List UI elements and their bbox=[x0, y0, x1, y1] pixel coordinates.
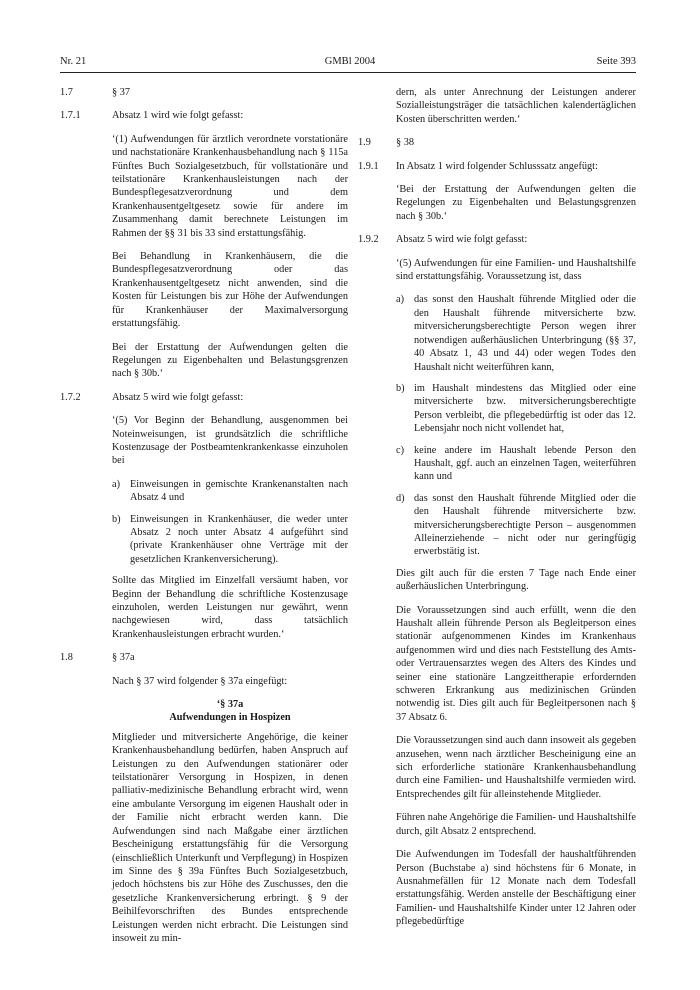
paragraph: ‘(1) Aufwendungen für ärztlich verordnete vorstationäre und nachstationäre Krankenhausbehandlung nach § 115a Fünftes Buch Sozialgesetzbuch, für vollstationäre und teilstationäre Krankenhausleistungen nach der Bundespflegesatzverordnung und dem Krankenhausentgeltgesetz sowie für andere im Zusammenhang damit berechnete Leistungen im Rahmen der §§ 31 bis 33 sind erstattungsfähig. bbox=[112, 133, 348, 239]
section-title: § 37a bbox=[112, 652, 135, 664]
paragraph: Die Voraussetzungen sind auch erfüllt, wenn die den Haushalt allein führende Person als Begleitperson eines stationär aufgenommenen Kindes im Krankenhaus aufgenommen wird und dies nach Feststellung des Amts- oder Vertrauensarztes wegen des Alters des Kindes und seiner eine stationäre Langzeittherapie erfordernden schweren Erkrankung aus medizinischen Gründen notwendig ist. Dies gilt auch für Begleitpersonen nach § 37 Absatz 6. bbox=[396, 604, 636, 723]
list-label: d) bbox=[396, 492, 405, 504]
paragraph: Bei der Erstattung der Aufwendungen gelten die Regelungen zu Eigenbehalten und Belastungsgrenzen nach § 30b.‘ bbox=[112, 341, 348, 380]
section-number: 1.9.1 bbox=[358, 160, 379, 172]
section-1-8 bbox=[60, 651, 348, 664]
list-label: a) bbox=[112, 478, 120, 490]
paragraph: Die Voraussetzungen sind auch dann insoweit als gegeben anzusehen, wenn nach ärztlicher Bescheinigung eine an sich erforderliche stationäre Krankenhausbehandlung durch eine Familien- und Haushaltshilfe vermieden wird. Entsprechendes gilt für alleinstehende Mitglieder. bbox=[396, 735, 636, 800]
section-1-7-1 bbox=[60, 109, 348, 122]
section-number: 1.7 bbox=[60, 87, 73, 98]
header-rule bbox=[60, 72, 636, 73]
heading-title: Aufwendungen in Hospizen bbox=[169, 712, 291, 724]
header-issue-number: Nr. 21 bbox=[60, 56, 87, 67]
paragraph: ‘(5) Vor Beginn der Behandlung, ausgenommen bei Noteinweisungen, ist grundsätzlich die schriftliche Kostenzusage der Postbeamtenkrankenkasse einzuholen bei bbox=[112, 415, 348, 467]
list-text: das sonst den Haushalt führende Mitglied oder die den Haushalt führende mitversicherte bzw. mitversicherungsberechtigte Person – ausgenommen Alleinerziehende – nicht oder nur geringfügig erwerbstätig ist. bbox=[414, 492, 636, 558]
section-number: 1.9 bbox=[358, 137, 371, 149]
list-label: b) bbox=[396, 382, 405, 394]
list-text: das sonst den Haushalt führende Mitglied oder die den Haushalt führende mitversicherte bzw. mitversicherungsberechtigte Person wegen ihrer notwendigen außerhäuslichen Unterbringung (§§ 37, 40 Absatz 1, 43 und 44) oder wegen Todes den Haushalt nicht weiterführen kann, bbox=[414, 294, 636, 373]
paragraph: Bei Behandlung in Krankenhäusern, die die Bundespflegesatzverordnung oder das Krankenhausentgeltgesetz nicht anwenden, sind die Kosten für Leistungen bis zur Höhe der Aufwendungen für Krankenhäuser der Maximalversorgung erstattungsfähig. bbox=[112, 251, 348, 330]
section-title: Absatz 1 wird wie folgt gefasst: bbox=[112, 110, 244, 122]
list-text: Einweisungen in Krankenhäuser, die weder unter Absatz 2 noch unter Absatz 4 aufgeführt sind (private Krankenhäuser ohne Verträge mit der gesetzlichen Krankenversicherung). bbox=[130, 513, 348, 565]
list-label: c) bbox=[396, 444, 404, 456]
heading-number: ‘§ 37a bbox=[216, 699, 244, 711]
list-item bbox=[396, 444, 636, 484]
paragraph: dern, als unter Anrechnung der Leistungen anderer Sozialleistungsträger die tatsächlichen kalendertäglichen Kosten überschritten werden.‘ bbox=[396, 87, 636, 125]
paragraph: Nach § 37 wird folgender § 37a eingefügt: bbox=[112, 675, 288, 687]
list-item bbox=[396, 293, 636, 373]
list-text: keine andere im Haushalt lebende Person den Haushalt, ggf. auch an einzelnen Tagen, weiterführen kann und bbox=[414, 444, 636, 483]
paragraph: Die Aufwendungen im Todesfall der haushaltführenden Person (Buchstabe a) sind höchstens für 6 Monate, in Ausnahmefällen für 12 Monate nach dem Todesfall erstattungsfähig. Werden anstelle der Beschäftigung einer Familien- und Haushaltshilfe Kinder unter 12 Jahren oder pflegebedürftige bbox=[396, 849, 636, 928]
list-text: Einweisungen in gemischte Krankenanstalten nach Absatz 4 und bbox=[130, 478, 348, 504]
section-1-9 bbox=[358, 136, 636, 149]
section-title: § 37 bbox=[112, 87, 131, 98]
paragraph: ‘(5) Aufwendungen für eine Familien- und Haushaltshilfe sind erstattungsfähig. Voraussetzung ist, dass bbox=[396, 257, 636, 283]
section-number: 1.7.1 bbox=[60, 110, 81, 122]
section-number: 1.9.2 bbox=[358, 234, 379, 246]
inserted-section-heading bbox=[112, 698, 348, 725]
section-1-9-1 bbox=[358, 160, 636, 173]
list-item bbox=[396, 382, 636, 436]
paragraph: Sollte das Mitglied im Einzelfall versäumt haben, vor Beginn der Behandlung die schriftliche Kostenzusage einzuholen, werden Leistungen nur gewährt, wenn nachgewiesen wird, dass tatsächlich Krankenhausleistungen erbracht wurden.‘ bbox=[112, 575, 348, 640]
list-label: b) bbox=[112, 513, 121, 525]
section-title: In Absatz 1 wird folgender Schlusssatz angefügt: bbox=[396, 160, 598, 172]
section-number: 1.7.2 bbox=[60, 391, 81, 403]
paragraph: Mitglieder und mitversicherte Angehörige, die keiner Krankenhausbehandlung bedürfen, haben Anspruch auf Leistungen zu den Aufwendungen stationärer oder teilstationärer Versorgung in Hospizen, in denen palliativ-medizinische Behandlung erbracht wird, wenn eine ambulante Versorgung im eigenen Haushalt oder in der Familie nicht erbracht werden kann. Die Aufwendungen sind nach Maßgabe einer ärztlichen Bescheinigung erstattungsfähig für die Versorgung (einschließlich Unterkunft und Verpflegung) in Hospizen im Sinne des § 39a Fünftes Buch Sozialgesetzbuch, jedoch höchstens bis zur Höhe des Zuschusses, den die gesetzliche Krankenversicherung erbringt. § 9 der Beihilfevorschriften des Bundes entsprechende Leistungen werden nicht erbracht. Die Leistungen sind insoweit zu min- bbox=[112, 731, 348, 944]
section-1-7-2 bbox=[60, 391, 348, 404]
section-number: 1.8 bbox=[60, 652, 73, 664]
section-title: Absatz 5 wird wie folgt gefasst: bbox=[396, 234, 528, 246]
paragraph: Führen nahe Angehörige die Familien- und Haushaltshilfe durch, gilt Absatz 2 entsprechend. bbox=[396, 812, 636, 837]
list-text: im Haushalt mindestens das Mitglied oder eine mitversicherte bzw. mitversicherungsberechtigte Person verbleibt, die pflegebedürftig ist oder das 12. Lebensjahr noch nicht vollendet hat, bbox=[414, 382, 636, 435]
left-column bbox=[60, 86, 348, 955]
section-title: § 38 bbox=[396, 137, 415, 149]
paragraph: ‘Bei der Erstattung der Aufwendungen gelten die Regelungen zu Eigenbehalten und Belastungsgrenzen nach § 30b.‘ bbox=[396, 184, 636, 222]
list-item bbox=[396, 492, 636, 559]
header-page-number: Seite 393 bbox=[596, 56, 636, 67]
section-title: Absatz 5 wird wie folgt gefasst: bbox=[112, 391, 244, 403]
paragraph: Dies gilt auch für die ersten 7 Tage nach Ende einer außerhäuslichen Unterbringung. bbox=[396, 567, 636, 593]
section-1-7 bbox=[60, 86, 348, 99]
right-column bbox=[358, 86, 636, 939]
list-item bbox=[112, 478, 348, 505]
header-publication: GMBl 2004 bbox=[324, 56, 376, 67]
section-1-9-2 bbox=[358, 233, 636, 246]
list-item bbox=[112, 513, 348, 567]
list-label: a) bbox=[396, 294, 404, 306]
